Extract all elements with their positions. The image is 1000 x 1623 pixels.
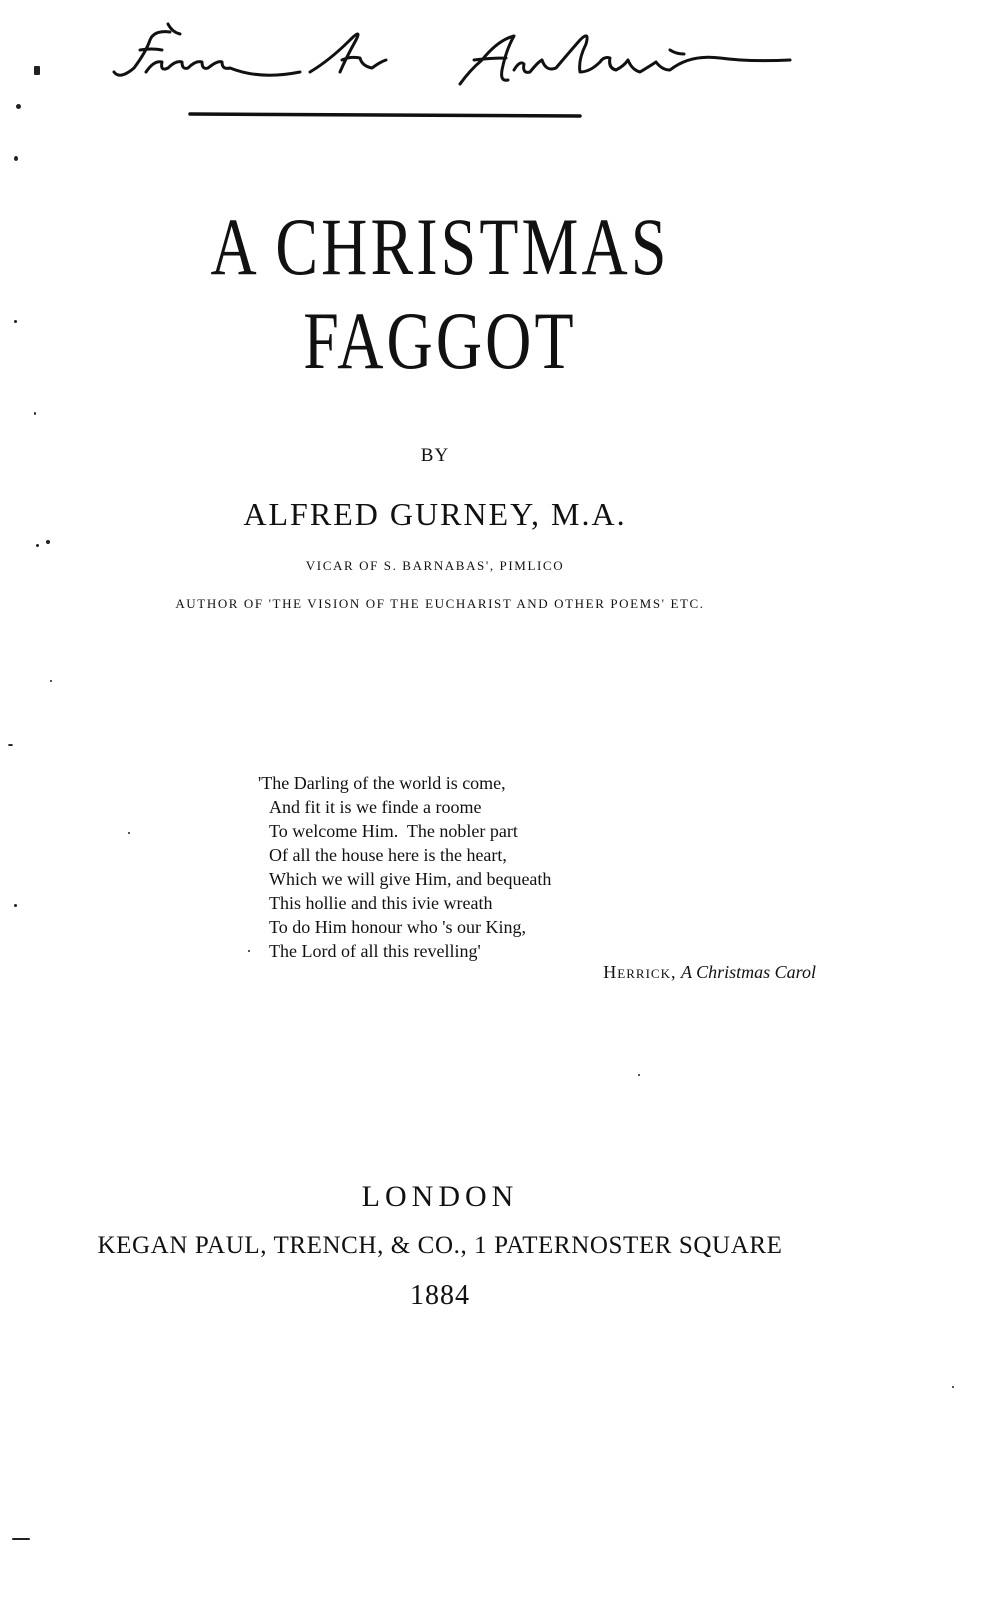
scan-speck [50,680,52,682]
epigraph-line: To do Him honour who 's our King, [269,917,526,937]
handwritten-inscription [110,10,830,150]
scan-speck [12,1538,30,1540]
attribution-author: Herrick, [603,962,677,982]
signature-image [110,10,830,150]
author-position: VICAR OF S. BARNABAS', PIMLICO [305,558,565,573]
epigraph-line: The Lord of all this revelling' [269,941,481,961]
epigraph-line: This hollie and this ivie wreath [269,893,493,913]
scan-speck [16,104,21,109]
scan-speck [638,1074,640,1076]
epigraph-line: Which we will give Him, and bequeath [269,869,552,889]
imprint-publisher: KEGAN PAUL, TRENCH, & CO., 1 PATERNOSTER SQUARE [97,1232,783,1259]
scan-speck [128,832,130,834]
epigraph-line: Of all the house here is the heart, [269,845,507,865]
author-name: ALFRED GURNEY, M.A. [243,496,627,532]
epigraph [258,771,818,963]
imprint-place: LONDON [361,1180,519,1213]
author-works: AUTHOR OF 'THE VISION OF THE EUCHARIST AND OTHER POEMS' ETC. [175,596,705,611]
attribution-work: A Christmas Carol [680,962,816,982]
scan-speck [36,544,39,547]
imprint-year: 1884 [410,1280,470,1311]
epigraph-line: And fit it is we finde a roome [269,797,482,817]
scan-speck [8,744,13,746]
scan-speck [46,540,50,544]
scan-speck [248,950,250,952]
epigraph-line: 'The Darling of the world is come, [258,773,506,793]
scan-speck [34,412,36,415]
by-line: BY [420,445,450,466]
scan-speck [14,320,17,323]
epigraph-attribution [500,962,816,983]
scan-speck [952,1386,954,1388]
scan-speck [14,904,17,907]
book-title: A CHRISTMAS FAGGOT [210,201,670,386]
scan-speck [14,156,18,161]
scan-speck [34,66,40,75]
epigraph-line: To welcome Him. The nobler part [269,821,518,841]
